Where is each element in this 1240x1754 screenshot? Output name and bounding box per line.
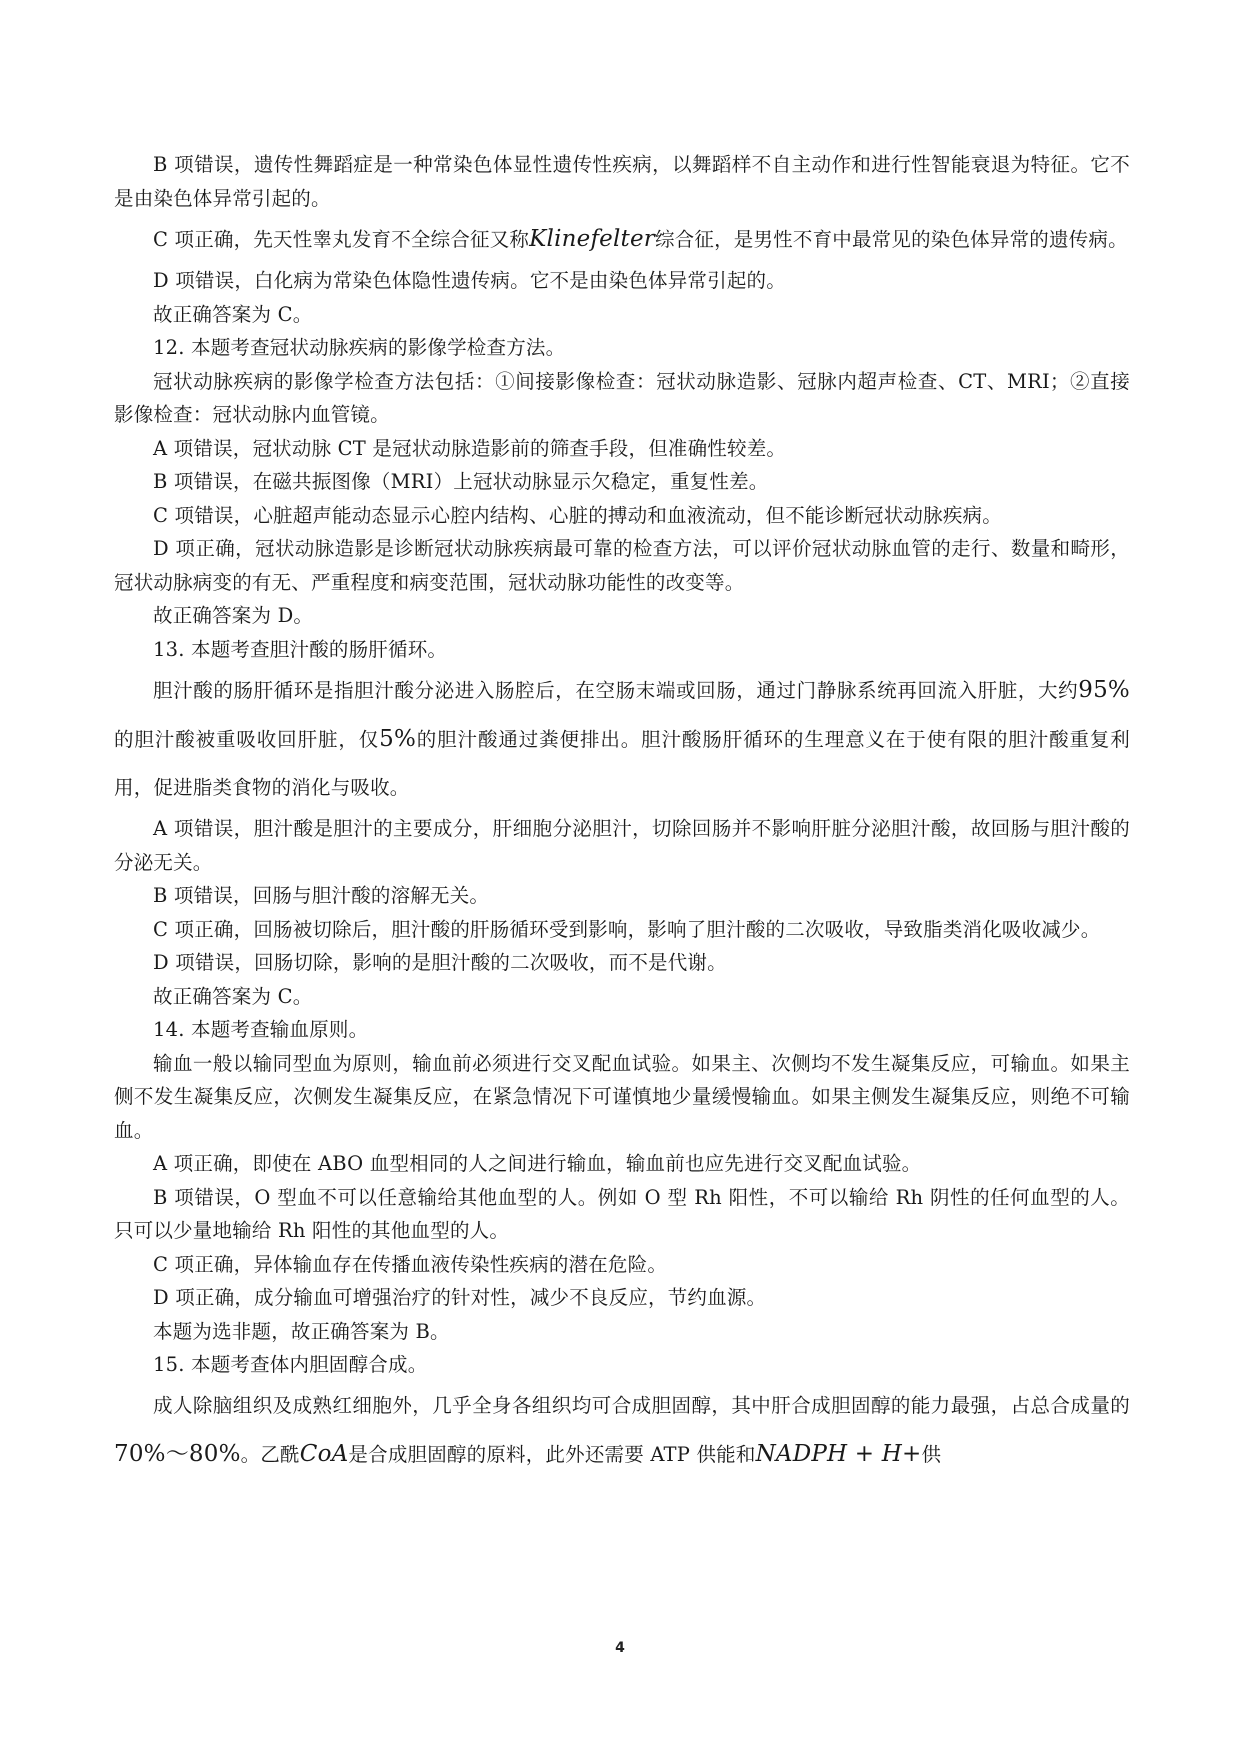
paragraph-c-ileum-resection bbox=[114, 913, 1130, 947]
paragraph-text: 14. 本题考查输血原则。 bbox=[153, 1018, 369, 1041]
math-term: CoA bbox=[299, 1440, 349, 1467]
paragraph-d-albinism bbox=[114, 264, 1130, 298]
paragraph-d-component bbox=[114, 1281, 1130, 1315]
paragraph-text: 故正确答案为 D。 bbox=[153, 604, 314, 627]
math-term: 95% bbox=[1078, 677, 1130, 703]
paragraph-text: 胆汁酸的肠肝循环是指胆汁酸分泌进入肠腔后，在空肠末端或回肠，通过门静脉系统再回流入肝脏，大约 bbox=[153, 679, 1079, 702]
paragraph-text: C 项正确，回肠被切除后，胆汁酸的肝肠循环受到影响，影响了胆汁酸的二次吸收，导致脂类消化吸收减少。 bbox=[153, 917, 1101, 941]
paragraph-text: 本题为选非题，故正确答案为 B。 bbox=[153, 1319, 450, 1343]
paragraph-text: 。乙酰 bbox=[240, 1442, 300, 1466]
question-heading-13 bbox=[114, 633, 1130, 667]
paragraph-text: D 项正确，冠状动脉造影是诊断冠状动脉疾病最可靠的检查方法，可以评价冠状动脉血管的走行、数量和畸形，冠状动脉病变的有无、严重程度和病变范围，冠状动脉功能性的改变等。 bbox=[114, 537, 1130, 594]
paragraph-text: C 项错误，心脏超声能动态显示心腔内结构、心脏的搏动和血液流动，但不能诊断冠状动脉疾病。 bbox=[153, 503, 1002, 527]
paragraph-d-angiography bbox=[114, 532, 1130, 599]
paragraph-b-huntington bbox=[114, 148, 1130, 215]
paragraph-text: A 项正确，即使在 ABO 血型相同的人之间进行输血，输血前也应先进行交叉配血试验。 bbox=[153, 1152, 922, 1175]
paragraph-text: 的胆汁酸被重吸收回肝脏，仅 bbox=[114, 728, 380, 751]
paragraph-text: C 项正确，先天性睾丸发育不全综合征又称 bbox=[153, 228, 530, 251]
paragraph-text: 是合成胆固醇的原料，此外还需要 ATP 供能和 bbox=[348, 1442, 756, 1466]
paragraph-c-allogeneic bbox=[114, 1248, 1130, 1282]
paragraph-text: 综合征，是男性不育中最常见的染色体异常的遗传病。 bbox=[654, 228, 1128, 251]
paragraph-text: B 项错误，O 型血不可以任意输给其他血型的人。例如 O 型 Rh 阳性，不可以输给 Rh 阴性的任何血型的人。只可以少量地输给 Rh 阳性的其他血型的人。 bbox=[114, 1185, 1130, 1242]
paragraph-bile-acid-circulation bbox=[114, 666, 1130, 812]
math-term: 70%～80% bbox=[114, 1440, 241, 1467]
paragraph-text: D 项错误，回肠切除，影响的是胆汁酸的二次吸收，而不是代谢。 bbox=[153, 951, 727, 974]
paragraph-c-ultrasound bbox=[114, 499, 1130, 533]
paragraph-text: D 项正确，成分输血可增强治疗的针对性，减少不良反应，节约血源。 bbox=[153, 1286, 767, 1309]
paragraph-a-bile-secretion bbox=[114, 812, 1130, 879]
paragraph-coronary-methods bbox=[114, 365, 1130, 432]
paragraph-b-bile-dissolution bbox=[114, 879, 1130, 913]
paragraph-text: C 项正确，异体输血存在传播血液传染性疾病的潜在危险。 bbox=[153, 1252, 668, 1276]
paragraph-b-mri bbox=[114, 465, 1130, 499]
paragraph-text: 成人除脑组织及成熟红细胞外，几乎全身各组织均可合成胆固醇，其中肝合成胆固醇的能力最强，占总合成量的 bbox=[153, 1393, 1130, 1417]
math-term: Klinefelter bbox=[529, 226, 655, 252]
question-heading-12 bbox=[114, 331, 1130, 365]
question-heading-14 bbox=[114, 1013, 1130, 1047]
page-body bbox=[114, 148, 1130, 1479]
question-heading-15 bbox=[114, 1348, 1130, 1382]
paragraph-text: 供 bbox=[921, 1442, 942, 1466]
paragraph-b-type-o bbox=[114, 1181, 1130, 1248]
math-term: 5% bbox=[379, 726, 417, 752]
page-number: 4 bbox=[615, 1640, 625, 1656]
paragraph-text: B 项错误，遗传性舞蹈症是一种常染色体显性遗传性疾病，以舞蹈样不自主动作和进行性智能衰退为特征。它不是由染色体异常引起的。 bbox=[114, 153, 1130, 210]
paragraph-a-crossmatch bbox=[114, 1147, 1130, 1181]
paragraph-text: A 项错误，胆汁酸是胆汁的主要成分，肝细胞分泌胆汁，切除回肠并不影响肝脏分泌胆汁酸，故回肠与胆汁酸的分泌无关。 bbox=[114, 817, 1130, 874]
paragraph-c-klinefelter bbox=[114, 215, 1130, 264]
math-term: NADPH + H+ bbox=[755, 1440, 922, 1467]
paragraph-text: 13. 本题考查胆汁酸的肠肝循环。 bbox=[153, 637, 448, 661]
paragraph-text: D 项错误，白化病为常染色体隐性遗传病。它不是由染色体异常引起的。 bbox=[153, 269, 786, 292]
paragraph-text: B 项错误，在磁共振图像（MRI）上冠状动脉显示欠稳定，重复性差。 bbox=[153, 470, 769, 493]
paragraph-text: 12. 本题考查冠状动脉疾病的影像学检查方法。 bbox=[153, 336, 566, 359]
paragraph-cholesterol-synthesis bbox=[114, 1382, 1130, 1479]
paragraph-text: B 项错误，回肠与胆汁酸的溶解无关。 bbox=[153, 884, 490, 907]
paragraph-text: 故正确答案为 C。 bbox=[153, 984, 313, 1008]
paragraph-text: 输血一般以输同型血为原则，输血前必须进行交叉配血试验。如果主、次侧均不发生凝集反应，可输血。如果主侧不发生凝集反应，次侧发生凝集反应，在紧急情况下可谨慎地少量缓慢输血。如果主侧发生凝集反应，则绝不可输血。 bbox=[114, 1051, 1130, 1142]
answer-line-11 bbox=[114, 298, 1130, 332]
answer-line-12 bbox=[114, 599, 1130, 633]
paragraph-text: A 项错误，冠状动脉 CT 是冠状动脉造影前的筛查手段，但准确性较差。 bbox=[153, 436, 787, 460]
answer-line-14 bbox=[114, 1315, 1130, 1349]
paragraph-text: 冠状动脉疾病的影像学检查方法包括：①间接影像检查：冠状动脉造影、冠脉内超声检查、CT、MRI；②直接影像检查：冠状动脉内血管镜。 bbox=[114, 369, 1130, 426]
paragraph-text: 15. 本题考查体内胆固醇合成。 bbox=[153, 1353, 428, 1376]
paragraph-text: 的胆汁酸通过粪便排出。胆汁酸肠肝循环的生理意义在于使有限的胆汁酸重复利用，促进脂类食物的消化与吸收。 bbox=[114, 728, 1130, 799]
paragraph-text: 故正确答案为 C。 bbox=[153, 302, 313, 326]
paragraph-a-ct bbox=[114, 432, 1130, 466]
paragraph-transfusion-principle bbox=[114, 1047, 1130, 1148]
paragraph-d-metabolism bbox=[114, 946, 1130, 980]
answer-line-13 bbox=[114, 980, 1130, 1014]
